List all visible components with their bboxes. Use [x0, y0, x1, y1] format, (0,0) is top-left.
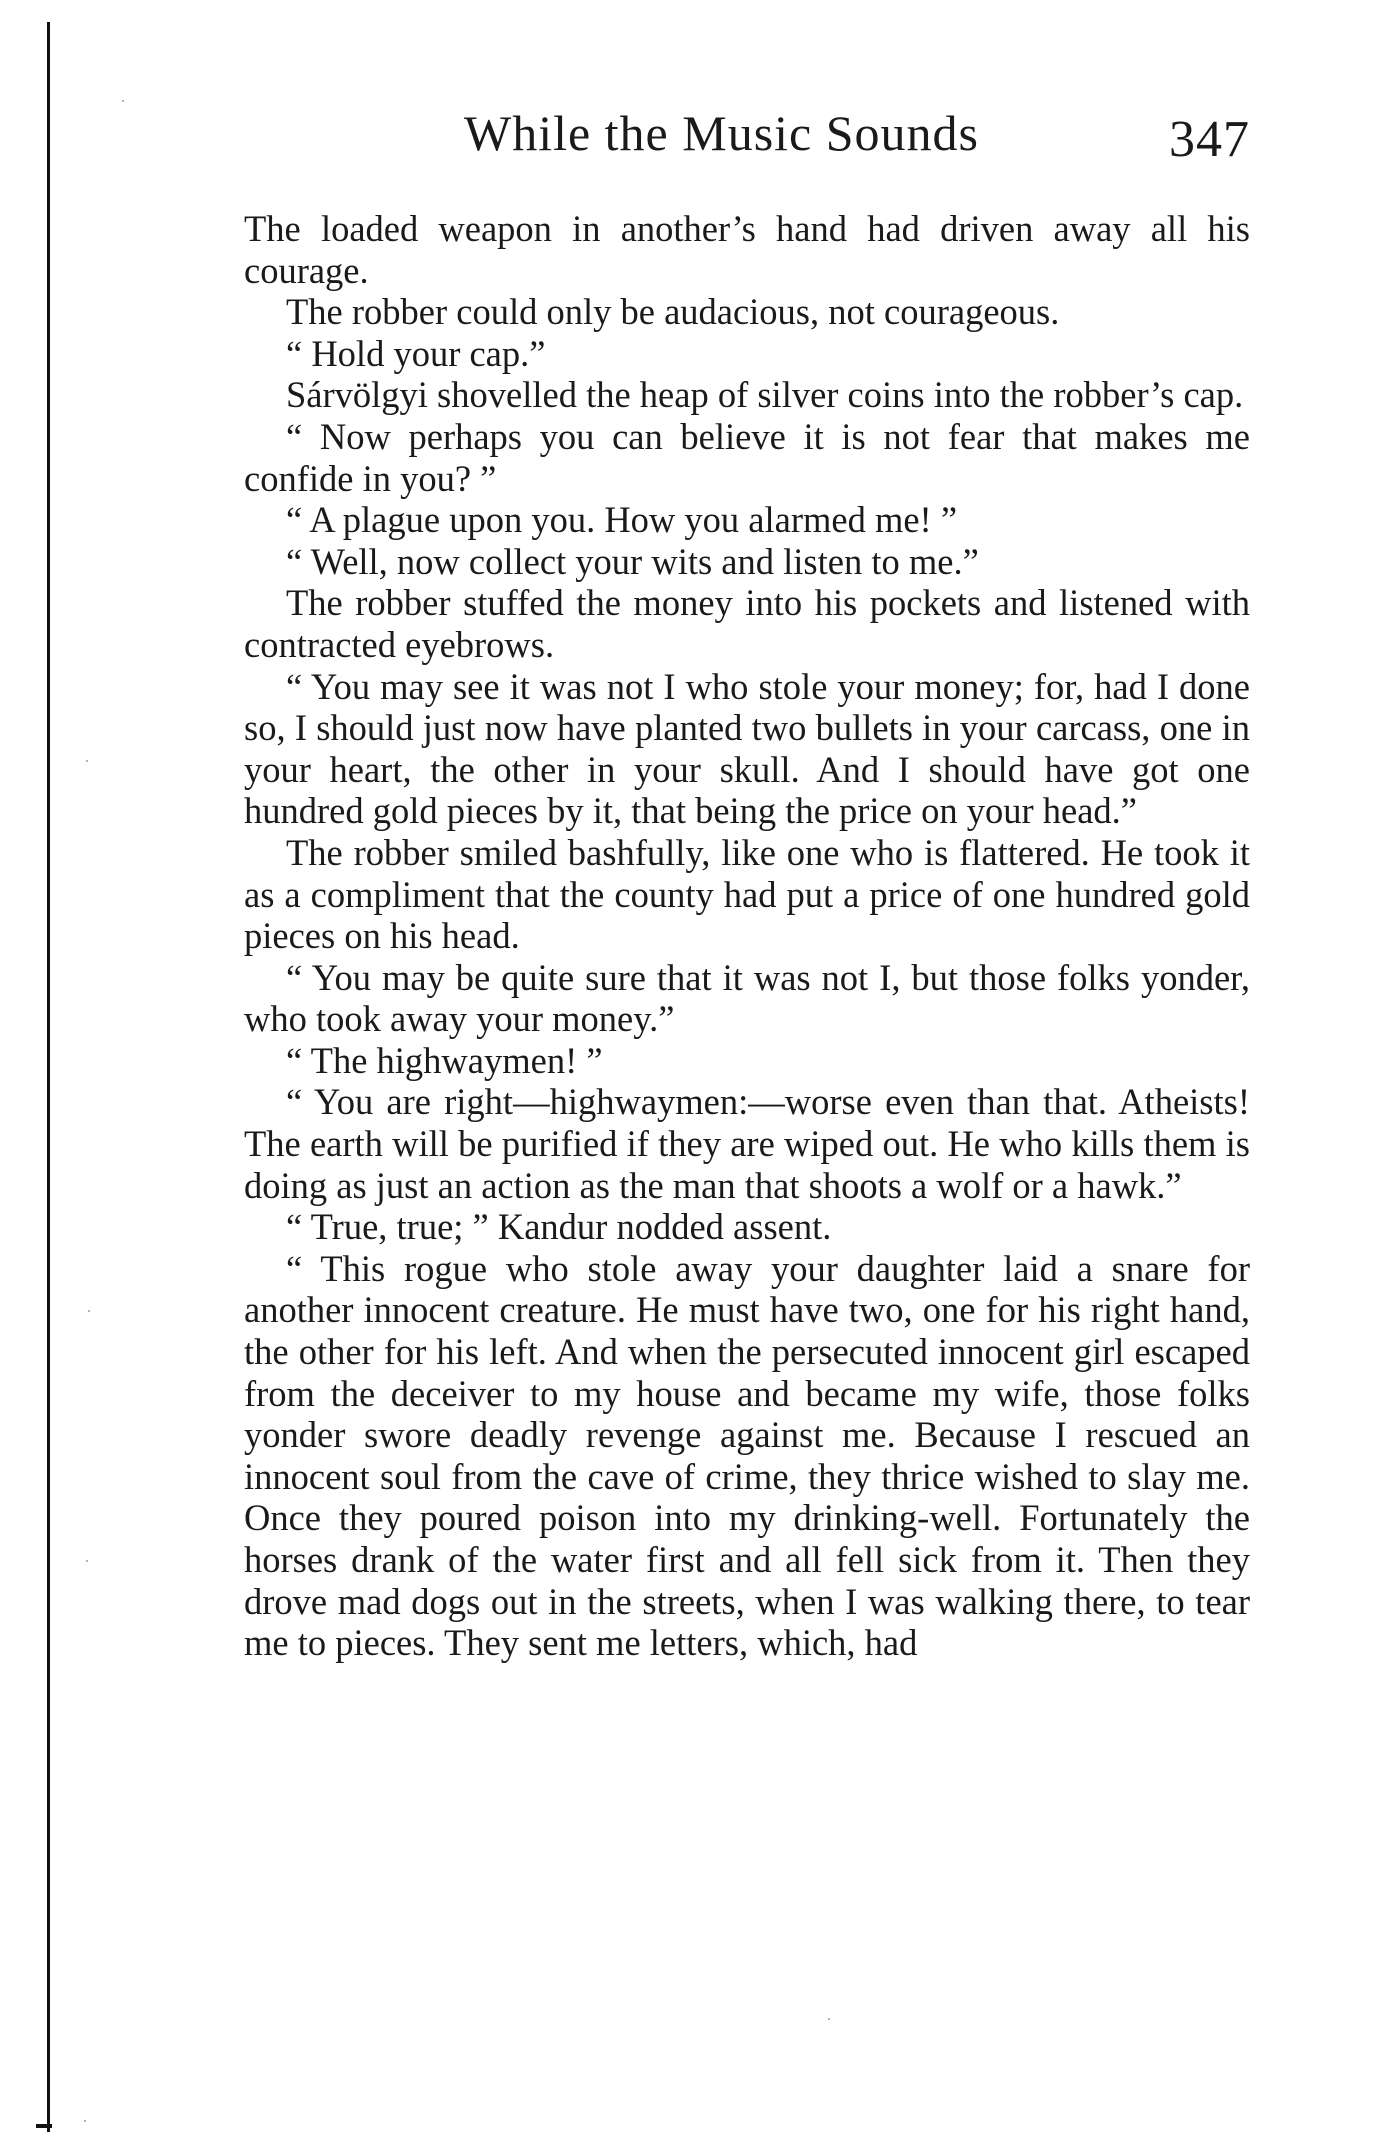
paragraph: “ You may be quite sure that it was not I, but those folks yonder, who took away your money.”	[244, 956, 1250, 1040]
paper-speck	[828, 2018, 830, 2020]
paper-speck	[88, 1310, 90, 1312]
paper-speck	[122, 100, 124, 102]
paragraph: “ The highwaymen! ”	[286, 1039, 603, 1081]
paragraph: “ Now perhaps you can believe it is not fear that makes me confide in you? ”	[244, 415, 1250, 499]
page-binding-edge	[47, 22, 50, 2132]
paragraph: The robber smiled bashfully, like one who is flattered. He took it as a compliment that the county had put a price of one hundred gold pieces on his head.	[244, 831, 1250, 957]
paragraph: “ Hold your cap.”	[286, 332, 546, 374]
paper-speck	[86, 760, 88, 762]
paragraph: The loaded weapon in another’s hand had driven away all his courage.	[244, 208, 1250, 291]
paragraph: “ You are right—highwaymen:—worse even than that. Atheists! The earth will be purified if they are wiped out. He who kills them is doing as just an action as the man that shoots a wolf or a hawk.”	[244, 1081, 1250, 1206]
paragraph: The robber could only be audacious, not courageous.	[286, 291, 1060, 333]
running-head-title: While the Music Sounds	[464, 105, 980, 161]
paragraph: The robber stuffed the money into his pockets and listened with contracted eyebrows.	[244, 582, 1250, 665]
paragraph: “ Well, now collect your wits and listen to me.”	[286, 540, 979, 582]
paper-speck	[86, 1560, 88, 1562]
paragraph: Sárvölgyi shovelled the heap of silver coins into the robber’s cap.	[286, 374, 1244, 416]
page-number: 347	[1169, 111, 1250, 168]
paper-speck	[84, 2120, 86, 2122]
paragraph: “ You may see it was not I who stole your money; for, had I done so, I should just now have planted two bullets in your carcass, one in your heart, the other in your skull. And I should have got one hundred gold pieces by it, that being the price on your head.”	[244, 665, 1250, 832]
running-head	[244, 104, 1250, 174]
body-text	[244, 208, 1250, 1664]
page-binding-mark	[36, 2124, 52, 2128]
paragraph: “ True, true; ” Kandur nodded assent.	[286, 1206, 832, 1248]
paragraph: “ A plague upon you. How you alarmed me! ”	[286, 499, 958, 541]
paragraph: “ This rogue who stole away your daughter laid a snare for another innocent creature. He must have two, one for his right hand, the other for his left. And when the persecuted innocent girl escaped from the deceiver to my house and became my wife, those folks yonder swore deadly revenge against me. Because I rescued an innocent soul from the cave of crime, they thrice wished to slay me. Once they poured poison into my drinking-well. Fortunately the horses drank of the water first and all fell sick from it. Then they drove mad dogs out in the streets, when I was walking there, to tear me to pieces. They sent me letters, which, had	[244, 1247, 1250, 1664]
